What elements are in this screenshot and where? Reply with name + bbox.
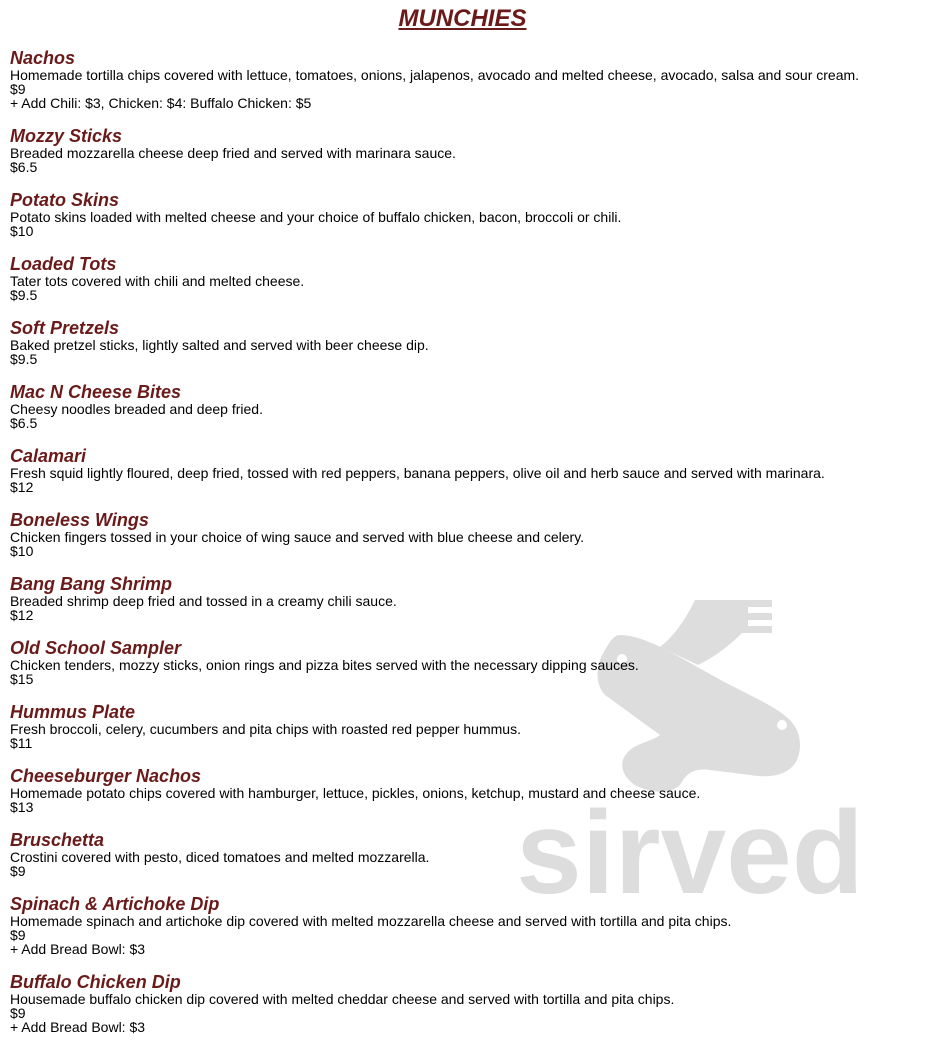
menu-item: [10, 894, 915, 956]
menu-item-description: Chicken fingers tossed in your choice of wing sauce and served with blue cheese and celery.: [10, 529, 585, 545]
menu-item-name: Spinach & Artichoke Dip: [10, 894, 220, 914]
menu-item-name: Boneless Wings: [10, 510, 149, 530]
menu-item-addon: + Add Chili: $3, Chicken: $4: Buffalo Chicken: $5: [10, 95, 312, 111]
menu-item-price: $9: [10, 81, 26, 97]
menu-item: [10, 190, 915, 238]
menu-item-price: $6.5: [10, 415, 38, 431]
menu-item: [10, 382, 915, 430]
menu-item: [10, 318, 915, 366]
menu-item-description: Breaded shrimp deep fried and tossed in a creamy chili sauce.: [10, 593, 397, 609]
menu-item-price: $9: [10, 927, 26, 943]
menu-item: [10, 830, 915, 878]
menu-item-description: Tater tots covered with chili and melted cheese.: [10, 273, 305, 289]
menu-item-description: Homemade spinach and artichoke dip covered with melted mozzarella cheese and served with tortilla and pita chips.: [10, 913, 732, 929]
menu-item-price: $10: [10, 543, 34, 559]
menu-item-description: Baked pretzel sticks, lightly salted and served with beer cheese dip.: [10, 337, 429, 353]
menu-item-description: Fresh squid lightly floured, deep fried, tossed with red peppers, banana peppers, olive oil and herb sauce and served with marinara.: [10, 465, 825, 481]
menu-item-price: $9: [10, 1005, 26, 1021]
menu-item-name: Cheeseburger Nachos: [10, 766, 202, 786]
menu-item: [10, 126, 915, 174]
menu-item-description: Crostini covered with pesto, diced tomatoes and melted mozzarella.: [10, 849, 430, 865]
menu-item-price: $10: [10, 223, 34, 239]
menu-item-description: Cheesy noodles breaded and deep fried.: [10, 401, 263, 417]
menu-item-price: $9: [10, 863, 26, 879]
menu-item-name: Bang Bang Shrimp: [10, 574, 173, 594]
menu-item-description: Breaded mozzarella cheese deep fried and served with marinara sauce.: [10, 145, 456, 161]
menu-item-name: Soft Pretzels: [10, 318, 120, 338]
menu-item-name: Loaded Tots: [10, 254, 117, 274]
menu-item-price: $9.5: [10, 351, 38, 367]
menu-item-name: Potato Skins: [10, 190, 120, 210]
menu-item-description: Chicken tenders, mozzy sticks, onion rings and pizza bites served with the necessary dipping sauces.: [10, 657, 639, 673]
menu-item-description: Housemade buffalo chicken dip covered with melted cheddar cheese and served with tortilla and pita chips.: [10, 991, 675, 1007]
menu-item: [10, 446, 915, 494]
menu-item-name: Nachos: [10, 48, 76, 68]
watermark-text: sirved: [516, 787, 864, 919]
menu-item-name: Buffalo Chicken Dip: [10, 972, 181, 992]
menu-item-description: Fresh broccoli, celery, cucumbers and pita chips with roasted red pepper hummus.: [10, 721, 521, 737]
menu-item-price: $11: [10, 735, 33, 751]
menu-item: [10, 254, 915, 302]
menu-item-name: Mac N Cheese Bites: [10, 382, 182, 402]
menu-item-description: Potato skins loaded with melted cheese and your choice of buffalo chicken, bacon, broccoli or chili.: [10, 209, 622, 225]
page-title: MUNCHIES: [398, 5, 527, 32]
menu-item-price: $12: [10, 607, 34, 623]
menu-item: [10, 638, 915, 686]
menu-item-name: Old School Sampler: [10, 638, 182, 658]
menu-item-addon: + Add Bread Bowl: $3: [10, 941, 146, 957]
menu-item-price: $13: [10, 799, 34, 815]
menu-list: [10, 48, 915, 1050]
menu-item: [10, 702, 915, 750]
menu-item-description: Homemade potato chips covered with hamburger, lettuce, pickles, onions, ketchup, mustard and cheese sauce.: [10, 785, 701, 801]
menu-item-name: Mozzy Sticks: [10, 126, 123, 146]
menu-item-price: $12: [10, 479, 34, 495]
menu-item-name: Calamari: [10, 446, 87, 466]
menu-item-price: $9.5: [10, 287, 38, 303]
menu-item-addon: + Add Bread Bowl: $3: [10, 1019, 146, 1035]
menu-item: [10, 766, 915, 814]
menu-item: [10, 972, 915, 1034]
menu-item-price: $15: [10, 671, 34, 687]
menu-item: [10, 48, 915, 110]
menu-item-name: Bruschetta: [10, 830, 105, 850]
menu-item: [10, 510, 915, 558]
menu-item: [10, 574, 915, 622]
menu-item-description: Homemade tortilla chips covered with lettuce, tomatoes, onions, jalapenos, avocado and melted cheese, avocado, salsa and sour cream.: [10, 67, 860, 83]
menu-item-price: $6.5: [10, 159, 38, 175]
menu-item-name: Hummus Plate: [10, 702, 136, 722]
